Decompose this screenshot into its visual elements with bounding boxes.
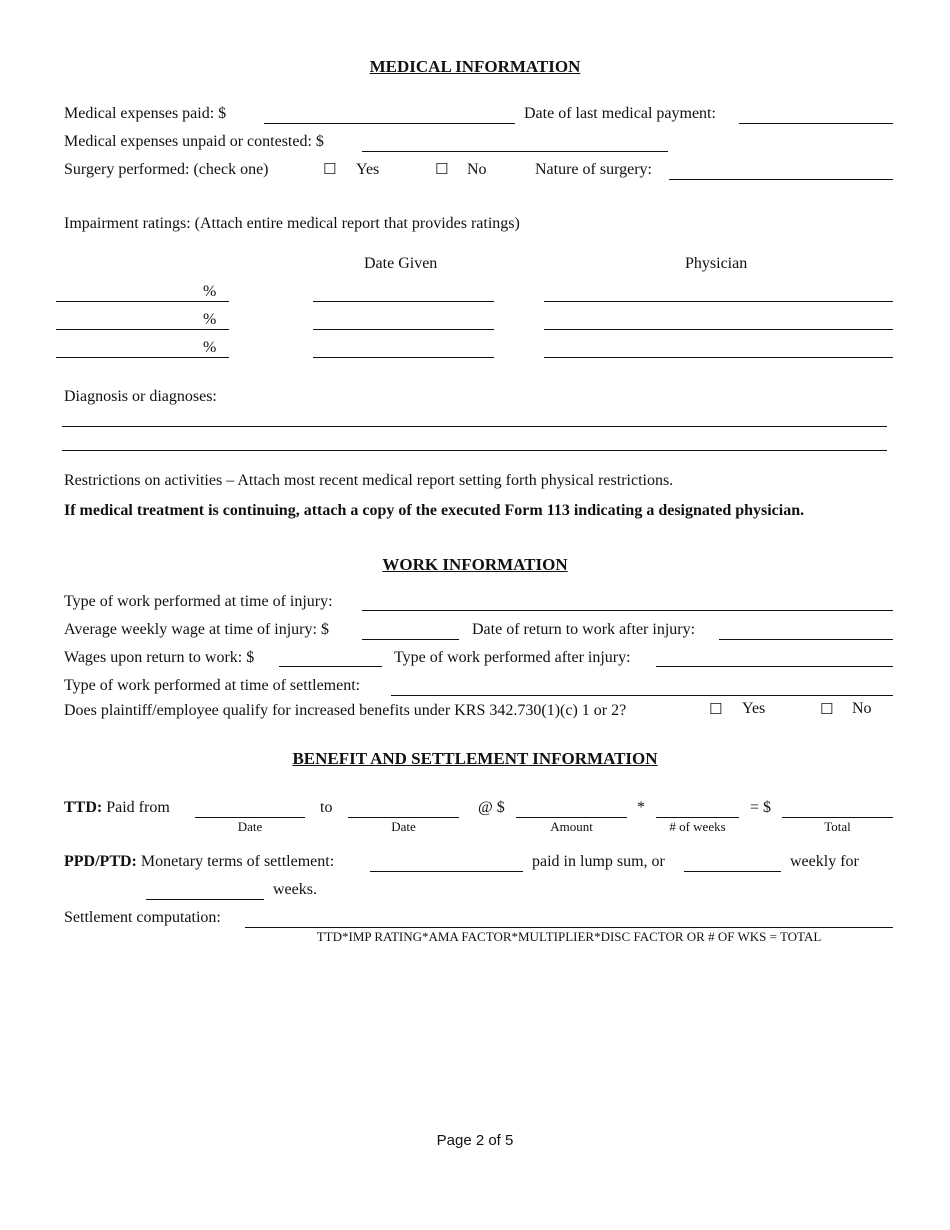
weekly-amount-field[interactable] (684, 871, 781, 872)
impairment-physician-field-3[interactable] (544, 357, 893, 358)
ppd-terms-label: Monetary terms of settlement: (140, 853, 335, 870)
diagnosis-field-line-1[interactable] (62, 426, 887, 427)
impairment-percent-1: % (203, 283, 217, 300)
ttd-to-label: to (320, 799, 333, 816)
weeks-count-field[interactable] (146, 899, 264, 900)
work-section-title: WORK INFORMATION (382, 555, 568, 574)
qualify-yes-label: Yes (742, 700, 766, 717)
qualify-no-label: No (852, 700, 872, 717)
surgery-label: Surgery performed: (check one) (64, 161, 269, 178)
ttd-at-label: @ $ (478, 799, 505, 816)
date-given-header: Date Given (364, 255, 438, 272)
ttd-total-caption: Total (824, 819, 851, 834)
ttd-paid-from-label: Paid from (106, 799, 170, 816)
page-number: Page 2 of 5 (436, 1132, 514, 1149)
ppd-row-label (64, 853, 334, 871)
type-after-field[interactable] (656, 666, 893, 667)
impairment-physician-field-1[interactable] (544, 301, 893, 302)
ttd-total-field[interactable] (782, 817, 893, 818)
qualify-label: Does plaintiff/employee qualify for increased benefits under KRS 342.730(1)(c) 1 or 2? (64, 702, 627, 719)
return-date-label: Date of return to work after injury: (472, 621, 696, 638)
ttd-from-date-caption: Date (237, 819, 263, 834)
ttd-weeks-caption: # of weeks (669, 819, 726, 834)
surgery-no-label: No (467, 161, 487, 178)
qualify-no-checkbox[interactable]: ☐ (820, 700, 834, 718)
lump-sum-field[interactable] (370, 871, 523, 872)
surgery-no-checkbox[interactable]: ☐ (435, 160, 449, 178)
impairment-label: Impairment ratings: (Attach entire medical report that provides ratings) (64, 215, 520, 232)
lump-sum-label: paid in lump sum, or (532, 853, 665, 870)
settlement-computation-caption: TTD*IMP RATING*AMA FACTOR*MULTIPLIER*DISC FACTOR OR # OF WKS = TOTAL (316, 929, 822, 944)
impairment-date-field-3[interactable] (313, 357, 494, 358)
wages-return-field[interactable] (279, 666, 382, 667)
impairment-physician-field-2[interactable] (544, 329, 893, 330)
last-payment-field[interactable] (739, 123, 893, 124)
expenses-paid-label: Medical expenses paid: $ (64, 105, 227, 122)
ppd-bold-label: PPD/PTD: (64, 853, 137, 870)
continuing-treatment-text: If medical treatment is continuing, attach a copy of the executed Form 113 indicating a designated physician. (64, 502, 805, 519)
weekly-for-label: weekly for (790, 853, 859, 870)
benefit-section-title: BENEFIT AND SETTLEMENT INFORMATION (292, 749, 658, 768)
ttd-equals-label: = $ (750, 799, 772, 816)
ttd-bold-label: TTD: (64, 799, 103, 816)
ttd-row-label (64, 799, 170, 817)
impairment-rating-field-2[interactable] (56, 329, 229, 330)
type-at-injury-field[interactable] (362, 610, 893, 611)
type-settlement-field[interactable] (391, 695, 893, 696)
last-payment-label: Date of last medical payment: (524, 105, 716, 122)
ttd-weeks-field[interactable] (656, 817, 739, 818)
ttd-amount-caption: Amount (550, 819, 593, 834)
impairment-rating-field-3[interactable] (56, 357, 229, 358)
nature-of-surgery-label: Nature of surgery: (535, 161, 652, 178)
impairment-date-field-2[interactable] (313, 329, 494, 330)
settlement-computation-field[interactable] (245, 927, 893, 928)
surgery-yes-checkbox[interactable]: ☐ (323, 160, 337, 178)
return-date-field[interactable] (719, 639, 893, 640)
weeks-label: weeks. (273, 881, 317, 898)
impairment-percent-3: % (203, 339, 217, 356)
physician-header: Physician (685, 255, 748, 272)
avg-wage-label: Average weekly wage at time of injury: $ (64, 621, 329, 638)
medical-section-title: MEDICAL INFORMATION (369, 57, 581, 76)
diagnosis-label: Diagnosis or diagnoses: (64, 388, 217, 405)
expenses-unpaid-label: Medical expenses unpaid or contested: $ (64, 133, 324, 150)
settlement-computation-label: Settlement computation: (64, 909, 221, 926)
ttd-from-date-field[interactable] (195, 817, 305, 818)
diagnosis-field-line-2[interactable] (62, 450, 887, 451)
ttd-to-date-field[interactable] (348, 817, 459, 818)
ttd-to-date-caption: Date (391, 819, 416, 834)
qualify-yes-checkbox[interactable]: ☐ (709, 700, 723, 718)
ttd-amount-field[interactable] (516, 817, 627, 818)
restrictions-text: Restrictions on activities – Attach most recent medical report setting forth physical restrictions. (64, 472, 674, 489)
type-at-injury-label: Type of work performed at time of injury: (64, 593, 333, 610)
impairment-percent-2: % (203, 311, 217, 328)
impairment-date-field-1[interactable] (313, 301, 494, 302)
avg-wage-field[interactable] (362, 639, 459, 640)
wages-return-label: Wages upon return to work: $ (64, 649, 255, 666)
nature-of-surgery-field[interactable] (669, 179, 893, 180)
expenses-unpaid-field[interactable] (362, 151, 668, 152)
type-after-label: Type of work performed after injury: (394, 649, 631, 666)
expenses-paid-field[interactable] (264, 123, 515, 124)
impairment-rating-field-1[interactable] (56, 301, 229, 302)
surgery-yes-label: Yes (356, 161, 380, 178)
ttd-times-label: * (637, 799, 645, 816)
type-settlement-label: Type of work performed at time of settlement: (64, 677, 361, 694)
